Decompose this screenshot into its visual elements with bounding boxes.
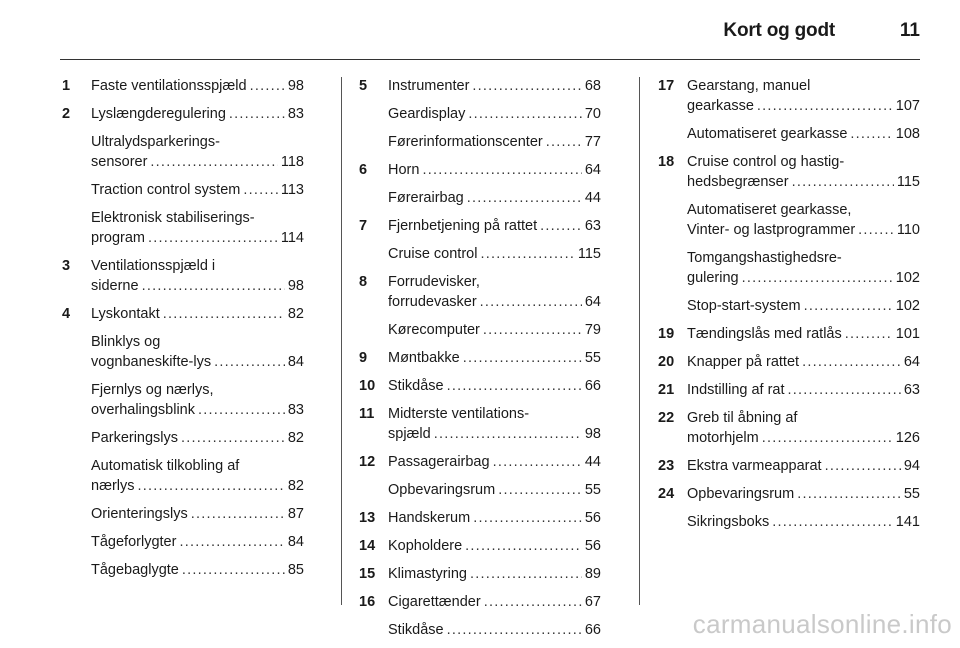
index-entry (359, 272, 601, 312)
index-entry (359, 188, 601, 208)
entry-label: Tågebaglygte (91, 562, 179, 578)
index-entry (359, 320, 601, 340)
index-entry (62, 304, 304, 324)
entry-label: forrudevasker (388, 294, 477, 310)
entry-label: Automatisk tilkobling af (91, 458, 240, 474)
entry-label: Indstilling af rat (687, 382, 785, 398)
dot-leader (772, 512, 893, 532)
dot-leader (434, 424, 582, 444)
index-entry (658, 152, 920, 192)
index-entry (62, 332, 304, 372)
index-entry (359, 592, 601, 612)
entry-label: motorhjelm (687, 430, 759, 446)
entry-label: Passagerairbag (388, 454, 490, 470)
item-number: 18 (658, 154, 675, 170)
index-entry (658, 456, 920, 476)
page-ref: 44 (584, 190, 601, 206)
index-entry (359, 452, 601, 472)
dot-leader (465, 536, 582, 556)
index-entry (62, 456, 304, 496)
dot-leader (250, 76, 285, 96)
page-ref: 89 (584, 566, 601, 582)
page-ref: 56 (584, 538, 601, 554)
item-number: 20 (658, 354, 675, 370)
index-entry (359, 132, 601, 152)
dot-leader (484, 592, 582, 612)
page-ref: 66 (584, 378, 601, 394)
item-number: 21 (658, 382, 675, 398)
page-ref: 98 (287, 78, 304, 94)
entry-label: Sikringsboks (687, 514, 770, 530)
column-divider-2 (639, 77, 640, 605)
index-entry (62, 380, 304, 420)
entry-label: Tomgangshastighedsre- (687, 250, 842, 266)
page-ref: 68 (584, 78, 601, 94)
entry-label: Orienteringslys (91, 506, 188, 522)
item-number: 17 (658, 78, 675, 94)
page-header (0, 0, 960, 62)
item-number: 5 (359, 78, 368, 94)
entry-label: Lyskontakt (91, 306, 160, 322)
item-number: 11 (359, 406, 375, 422)
dot-leader (142, 276, 285, 296)
page-ref: 84 (287, 354, 304, 370)
entry-label: Førerairbag (388, 190, 464, 206)
index-entry (62, 208, 304, 248)
index-entry (62, 104, 304, 124)
watermark: carmanualsonline.info (692, 609, 952, 639)
dot-leader (191, 504, 285, 524)
column-divider-1 (341, 77, 342, 605)
dot-leader (422, 160, 581, 180)
page-ref: 63 (903, 382, 920, 398)
dot-leader (757, 96, 893, 116)
page-ref: 79 (584, 322, 601, 338)
entry-label: Geardisplay (388, 106, 466, 122)
index-entry (62, 132, 304, 172)
item-number: 24 (658, 486, 675, 502)
entry-label: Lyslængderegulering (91, 106, 226, 122)
entry-label: Handskerum (388, 510, 471, 526)
dot-leader (468, 104, 581, 124)
page-ref: 113 (280, 182, 304, 198)
index-entry (658, 324, 920, 344)
entry-label: spjæld (388, 426, 431, 442)
entry-label: Instrumenter (388, 78, 470, 94)
index-entry (62, 180, 304, 200)
item-number: 9 (359, 350, 368, 366)
index-entry (359, 76, 601, 96)
page-ref: 83 (287, 106, 304, 122)
dot-leader (138, 476, 285, 496)
page-title: Kort og godt (723, 20, 835, 41)
entry-label: gearkasse (687, 98, 754, 114)
entry-label: Fjernbetjening på rattet (388, 218, 538, 234)
dot-leader (447, 376, 582, 396)
page-ref: 67 (584, 594, 601, 610)
index-entry (359, 536, 601, 556)
page-ref: 85 (287, 562, 304, 578)
entry-label: Vinter- og lastprogrammer (687, 222, 856, 238)
index-entry (658, 484, 920, 504)
index-entry (658, 200, 920, 240)
index-entry (359, 620, 601, 640)
index-entry (658, 380, 920, 400)
dot-leader (179, 532, 284, 552)
page-ref: 115 (577, 246, 601, 262)
index-entry (62, 504, 304, 524)
entry-label: vognbaneskifte-lys (91, 354, 212, 370)
page-ref: 98 (287, 278, 304, 294)
item-number: 3 (62, 258, 71, 274)
item-number: 7 (359, 218, 368, 234)
dot-leader (540, 216, 582, 236)
page-ref: 118 (280, 154, 304, 170)
item-number: 14 (359, 538, 376, 554)
index-entry (359, 348, 601, 368)
entry-label: Automatiseret gearkasse, (687, 202, 852, 218)
index-entry (62, 428, 304, 448)
entry-label: Gearstang, manuel (687, 78, 811, 94)
dot-leader (802, 352, 901, 372)
page-ref: 83 (287, 402, 304, 418)
index-column-2 (359, 76, 601, 648)
index-column-3 (658, 76, 920, 540)
index-entry (62, 532, 304, 552)
page-ref: 55 (584, 482, 601, 498)
page-ref: 77 (584, 134, 601, 150)
entry-label: Greb til åbning af (687, 410, 798, 426)
index-entry (359, 376, 601, 396)
entry-label: gulering (687, 270, 739, 286)
index-column-1 (62, 76, 304, 588)
dot-leader (467, 188, 582, 208)
index-entry (359, 564, 601, 584)
entry-label: Forrudevisker, (388, 274, 480, 290)
dot-leader (845, 324, 893, 344)
index-entry (658, 248, 920, 288)
page-ref: 101 (895, 326, 920, 342)
entry-label: Møntbakke (388, 350, 460, 366)
dot-leader (498, 480, 582, 500)
entry-label: Tågeforlygter (91, 534, 177, 550)
item-number: 16 (359, 594, 376, 610)
entry-label: Knapper på rattet (687, 354, 800, 370)
index-entry (62, 256, 304, 296)
entry-label: program (91, 230, 145, 246)
page-ref: 102 (895, 298, 920, 314)
page-ref: 141 (895, 514, 920, 530)
dot-leader (463, 348, 582, 368)
dot-leader (473, 508, 582, 528)
index-entry (359, 160, 601, 180)
entry-label: Cigarettænder (388, 594, 481, 610)
page-ref: 115 (896, 174, 920, 190)
entry-label: Elektronisk stabiliserings- (91, 210, 255, 226)
dot-leader (163, 304, 285, 324)
item-number: 2 (62, 106, 71, 122)
entry-label: Horn (388, 162, 420, 178)
item-number: 8 (359, 274, 368, 290)
entry-label: hedsbegrænser (687, 174, 789, 190)
item-number: 13 (359, 510, 376, 526)
index-entry (658, 352, 920, 372)
page-ref: 84 (287, 534, 304, 550)
dot-leader (804, 296, 893, 316)
index-entry (359, 244, 601, 264)
dot-leader (797, 484, 901, 504)
page-ref: 98 (584, 426, 601, 442)
entry-label: Cruise control og hastig- (687, 154, 845, 170)
dot-leader (858, 220, 894, 240)
item-number: 22 (658, 410, 675, 426)
dot-leader (850, 124, 892, 144)
dot-leader (762, 428, 893, 448)
entry-label: Klimastyring (388, 566, 467, 582)
page-ref: 82 (287, 306, 304, 322)
dot-leader (198, 400, 285, 420)
entry-label: Kopholdere (388, 538, 463, 554)
dot-leader (148, 228, 278, 248)
index-entry (658, 76, 920, 116)
index-entry (658, 408, 920, 448)
page-ref: 64 (584, 294, 601, 310)
header-divider (60, 59, 920, 60)
entry-label: Blinklys og (91, 334, 161, 350)
dot-leader (472, 76, 581, 96)
index-entry (359, 508, 601, 528)
dot-leader (493, 452, 582, 472)
page-ref: 63 (584, 218, 601, 234)
page-ref: 66 (584, 622, 601, 638)
entry-label: Stop-start-system (687, 298, 801, 314)
entry-label: Automatiseret gearkasse (687, 126, 848, 142)
dot-leader (742, 268, 893, 288)
entry-label: Midterste ventilations- (388, 406, 530, 422)
entry-label: sensorer (91, 154, 148, 170)
entry-label: Fjernlys og nærlys, (91, 382, 214, 398)
item-number: 12 (359, 454, 376, 470)
page-ref: 107 (895, 98, 920, 114)
page-ref: 102 (895, 270, 920, 286)
dot-leader (182, 560, 285, 580)
dot-leader (181, 428, 285, 448)
entry-label: Parkeringslys (91, 430, 179, 446)
entry-label: Opbevaringsrum (687, 486, 795, 502)
entry-label: Opbevaringsrum (388, 482, 496, 498)
dot-leader (483, 320, 582, 340)
entry-label: nærlys (91, 478, 135, 494)
page-ref: 56 (584, 510, 601, 526)
index-entry (62, 560, 304, 580)
page-ref: 82 (287, 430, 304, 446)
dot-leader (480, 292, 582, 312)
item-number: 4 (62, 306, 71, 322)
page-ref: 82 (287, 478, 304, 494)
index-entry (359, 104, 601, 124)
page-ref: 126 (895, 430, 920, 446)
item-number: 15 (359, 566, 376, 582)
entry-label: Tændingslås med ratlås (687, 326, 842, 342)
index-entry (658, 296, 920, 316)
dot-leader (546, 132, 582, 152)
dot-leader (243, 180, 278, 200)
entry-label: Faste ventilationsspjæld (91, 78, 247, 94)
page-ref: 70 (584, 106, 601, 122)
item-number: 19 (658, 326, 675, 342)
page-ref: 55 (584, 350, 601, 366)
item-number: 6 (359, 162, 368, 178)
dot-leader (229, 104, 285, 124)
page-ref: 64 (903, 354, 920, 370)
page-ref: 108 (895, 126, 920, 142)
dot-leader (214, 352, 285, 372)
entry-label: Kørecomputer (388, 322, 480, 338)
entry-label: Ekstra varmeapparat (687, 458, 822, 474)
index-entry (658, 124, 920, 144)
index-entry (62, 76, 304, 96)
dot-leader (788, 380, 901, 400)
entry-label: Førerinformationscenter (388, 134, 543, 150)
dot-leader (150, 152, 277, 172)
item-number: 10 (359, 378, 376, 394)
dot-leader (792, 172, 894, 192)
entry-label: overhalingsblink (91, 402, 195, 418)
entry-label: Stikdåse (388, 378, 444, 394)
index-entry (359, 404, 601, 444)
item-number: 1 (62, 78, 71, 94)
dot-leader (447, 620, 582, 640)
page-ref: 110 (896, 222, 920, 238)
entry-label: siderne (91, 278, 139, 294)
entry-label: Stikdåse (388, 622, 444, 638)
entry-label: Cruise control (388, 246, 478, 262)
page-ref: 94 (903, 458, 920, 474)
page-number: 11 (899, 20, 920, 41)
page-ref: 55 (903, 486, 920, 502)
dot-leader (470, 564, 582, 584)
page-ref: 64 (584, 162, 601, 178)
index-entry (658, 512, 920, 532)
entry-label: Ventilationsspjæld i (91, 258, 216, 274)
page-ref: 114 (280, 230, 304, 246)
dot-leader (480, 244, 574, 264)
page-ref: 87 (287, 506, 304, 522)
index-entry (359, 480, 601, 500)
entry-label: Traction control system (91, 182, 241, 198)
dot-leader (825, 456, 901, 476)
entry-label: Ultralydsparkerings- (91, 134, 220, 150)
page-ref: 44 (584, 454, 601, 470)
index-entry (359, 216, 601, 236)
item-number: 23 (658, 458, 675, 474)
